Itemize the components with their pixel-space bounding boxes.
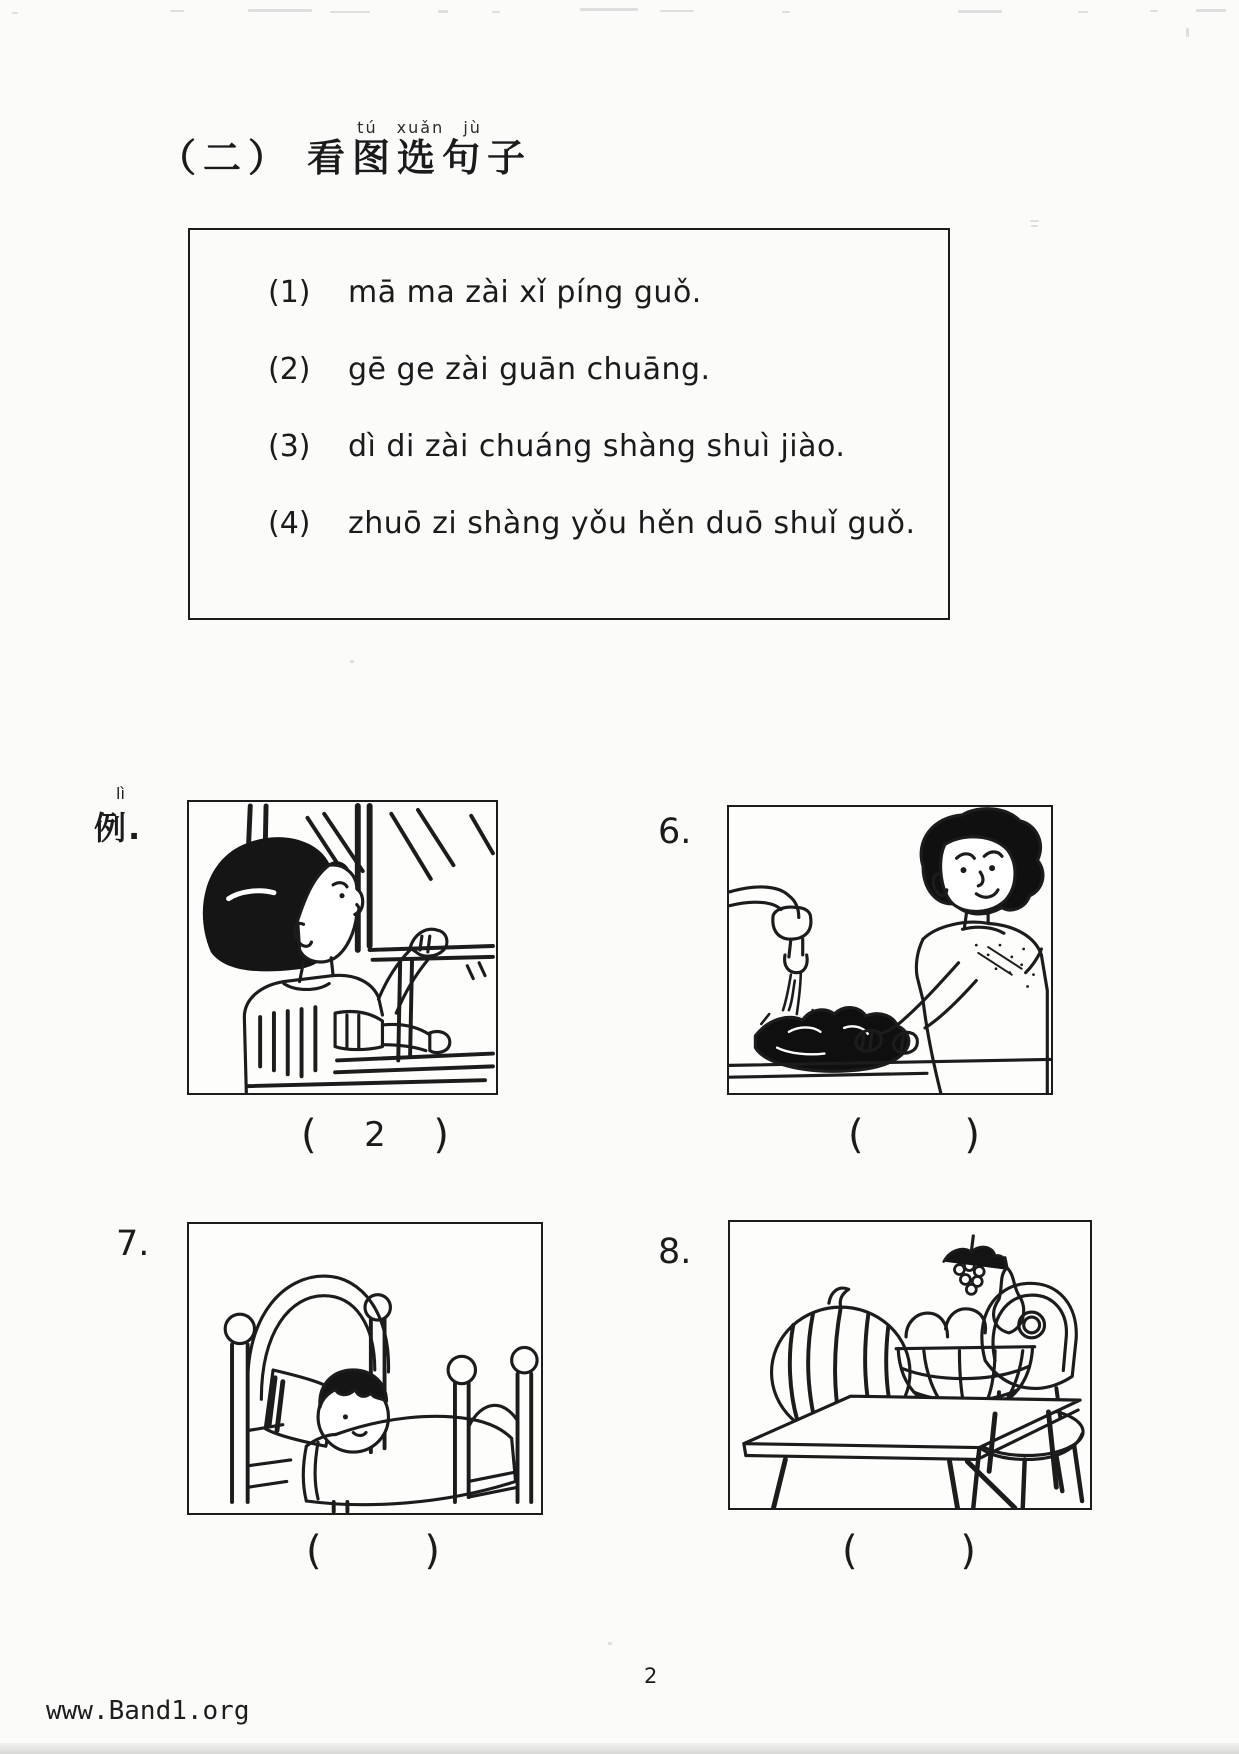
website-url: www.Band1.org	[46, 1696, 250, 1726]
title-tail-char: 子	[487, 136, 533, 180]
page-number: 2	[644, 1664, 658, 1688]
example-label: 例.	[94, 809, 143, 847]
paren-open: (	[848, 1112, 864, 1158]
answer-slot-example	[301, 1112, 449, 1158]
answer-slot-question-8	[842, 1528, 976, 1574]
example-answer-value: 2	[364, 1115, 386, 1155]
title-lead-char: 看	[307, 136, 353, 180]
paren-open: (	[842, 1528, 858, 1574]
sentence-text: dì di zài chuáng shàng shuì jiào.	[348, 429, 846, 464]
sentence-number: (1)	[268, 275, 311, 310]
title-ruby-group	[352, 118, 487, 180]
sentence-item	[268, 274, 948, 312]
question-6-figure	[727, 805, 1053, 1095]
example-figure	[187, 800, 498, 1095]
paren-close: )	[960, 1528, 976, 1574]
question-7-figure	[187, 1222, 543, 1515]
sentence-number: (3)	[268, 429, 311, 464]
child-sleeping-in-bed-illustration	[189, 1224, 541, 1513]
answer-slot-question-6	[848, 1112, 980, 1158]
example-label-group	[94, 784, 164, 849]
sentence-number: (4)	[268, 506, 311, 541]
section-header	[158, 118, 532, 180]
section-number-label: （二）	[158, 136, 294, 180]
question-8-label: 8.	[658, 1232, 692, 1272]
sentence-item	[268, 351, 948, 389]
question-8-figure	[728, 1220, 1092, 1510]
sentence-text: mā ma zài xǐ píng guǒ.	[348, 275, 702, 310]
sentence-text: zhuō zi shàng yǒu hěn duō shuǐ guǒ.	[348, 506, 916, 541]
question-7-label: 7.	[116, 1224, 150, 1264]
sentence-number: (2)	[268, 352, 311, 387]
question-6-label: 6.	[658, 812, 692, 852]
sentence-item	[268, 505, 948, 543]
title-ruby-chars: 图选句	[352, 136, 488, 180]
paren-close: )	[964, 1112, 980, 1158]
fruit-table-and-chair-illustration	[730, 1222, 1090, 1508]
scan-edge-band	[0, 1743, 1239, 1754]
sentence-item	[268, 428, 948, 466]
example-pinyin: lì	[116, 784, 125, 803]
sentence-text: gē ge zài guān chuāng.	[348, 352, 711, 387]
boy-closing-window-illustration	[189, 802, 496, 1093]
answer-slot-question-7	[306, 1528, 440, 1574]
sentence-options-box	[188, 228, 950, 620]
paren-close: )	[433, 1112, 449, 1158]
mother-washing-fruit-illustration	[729, 807, 1051, 1093]
title-pinyin: tú xuǎn jù	[357, 118, 482, 137]
paren-open: (	[306, 1528, 322, 1574]
paren-close: )	[424, 1528, 440, 1574]
paren-open: (	[301, 1112, 317, 1158]
